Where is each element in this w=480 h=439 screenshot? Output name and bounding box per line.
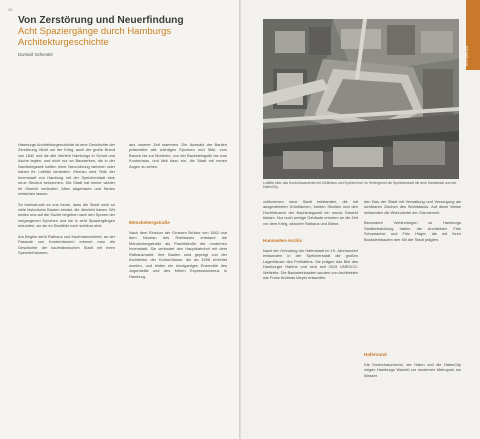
author-byline: Dominik Schendel xyxy=(18,52,53,57)
right-column-2 xyxy=(364,199,461,242)
paragraph: Hamburgs Architekturgeschichte ist eine Geschichte der Zerstörung. Nicht nur der Krieg, auch der große Brand von 1842 und die alle Vierteln Hamburgs in Schutt und Asche legten, und nicht nur an Bauwerken, die in der Nachkriegszeit sollten einer Neuordnung weichen oder haben ihr Leitbild verändert. Ebenso sind Teile der Innenstadt von Hamburg mit der Speicherstadt eine neue Struktur bekommen. Die Stadt hat immer wieder ihr Gesicht verändert, Altes abgerissen und Neues entstehen lassen. xyxy=(18,142,115,197)
aerial-photo-graphic xyxy=(263,19,459,179)
aerial-city-photo xyxy=(263,19,459,179)
right-column-1 xyxy=(263,199,358,226)
section-heading: Hanseaten-Archiv xyxy=(263,238,303,243)
paragraph: Nach der Gründung der Hafenstadt im 19. Jahrhundert entstanden in der Speicherstadt die großen Lagerhäuser des Freihafens. Sie prägen das Bild des Hamburger Hafens und sind seit 2015 UNESCO-Welterbe. Die Backsteinbauten wurden von Architekten wie Franz Andreas Meyer entworfen. xyxy=(263,248,358,281)
article-subtitle xyxy=(18,27,233,48)
photo-caption: Luftbild über das Kontorhausviertel mit Chilehaus und Sprinkenhof, im Hintergrund die Speicherstadt mit dem Sandtorkai und der HafenCity. xyxy=(263,181,457,190)
left-column-1 xyxy=(18,142,115,256)
chapter-side-tab xyxy=(466,0,480,70)
left-column-2-continued xyxy=(129,230,227,279)
section-heading: Hafenrand xyxy=(364,352,387,357)
subtitle-line-1: Acht Spaziergänge durch Hamburgs xyxy=(18,26,172,37)
right-column-1-continued xyxy=(263,248,358,281)
page-number-left: 42 xyxy=(8,7,13,12)
paragraph: Besondere Verbindungen zu Hamburgs Stadtentwicklung haben die Architekten Fritz Schumacher und Fritz Höger, die mit ihren Backsteinbauten den Stil der Stadt prägten. xyxy=(364,220,461,242)
article-title: Von Zerstörung und Neuerfindung xyxy=(18,15,184,26)
paragraph: Nach dem Einsturz der Grossen Brücke von 1842 und dem Neubau des Rathauses entstand die Mönckebergstraße als Prachtstraße der modernen Innenstadt. Sie verbindet den Hauptbahnhof mit dem Rathausmarkt. Ihre Bauten sind geprägt von der Architektur der Kontorhäuser, die ab 1908 errichtet wurden, und bilden ein einzigartiges Ensemble des Jugendstils und des frühen Expressionismus in Hamburg. xyxy=(129,230,227,279)
subtitle-line-2: Architekturgeschichte xyxy=(18,36,109,48)
paragraph: Am Beginn steht Rathaus und Kaufmannsviertel, an der Fassade von Kontorhäusern erkennt man die Geschichte der kaufmännischen Stadt mit ihren Speicherhäusern. xyxy=(18,233,115,256)
paragraph: vollkommen neue Stadt entstanden, die mit ausgedehnten Grünflächen, breiten Straßen und den Hochhäusern der Nachkriegszeit ein neues Gesicht bekam. Nur noch wenige Gebäude erinnern an die Zeit vor dem Krieg, darunter Rathaus und Börse. xyxy=(263,199,358,226)
left-column-2 xyxy=(129,142,227,169)
paragraph: den Bau der Stadt mit Verwaltung und Versorgung als sichtbaren Zeichen des Wohlstands. Auf diese Weise entstanden die Wohnviertel der Gründerzeit. xyxy=(364,199,461,215)
paragraph: Die Kontorhausviertel, der Hafen und die HafenCity zeigen Hamburgs Wandel zur modernen Metropole am Wasser. xyxy=(364,362,461,378)
paragraph: So beeindruckt es uns heute, dass die Stadt noch so viele historische Bauten besitzt, die überlebt haben. Wir wollen uns auf die Suche begeben nach den Spuren der vergangenen Epochen und sie in acht Spaziergängen erkunden, wo sie im Stadtbild noch sichtbar sind. xyxy=(18,201,115,229)
paragraph: aus unserer Zeit stammen. Die Auswahl der Bauten präsentiert alle wichtigen Epochen und Stile, vom Barock bis zur Moderne, von der Backsteingotik bis zum Kontorhaus, und lädt dazu ein, die Stadt mit neuen Augen zu sehen. xyxy=(129,142,227,169)
chapter-tab-label: Einleitung xyxy=(464,46,469,67)
section-heading: Mönckebergstraße xyxy=(129,220,170,225)
left-page xyxy=(0,0,239,439)
right-column-2-continued xyxy=(364,362,461,378)
